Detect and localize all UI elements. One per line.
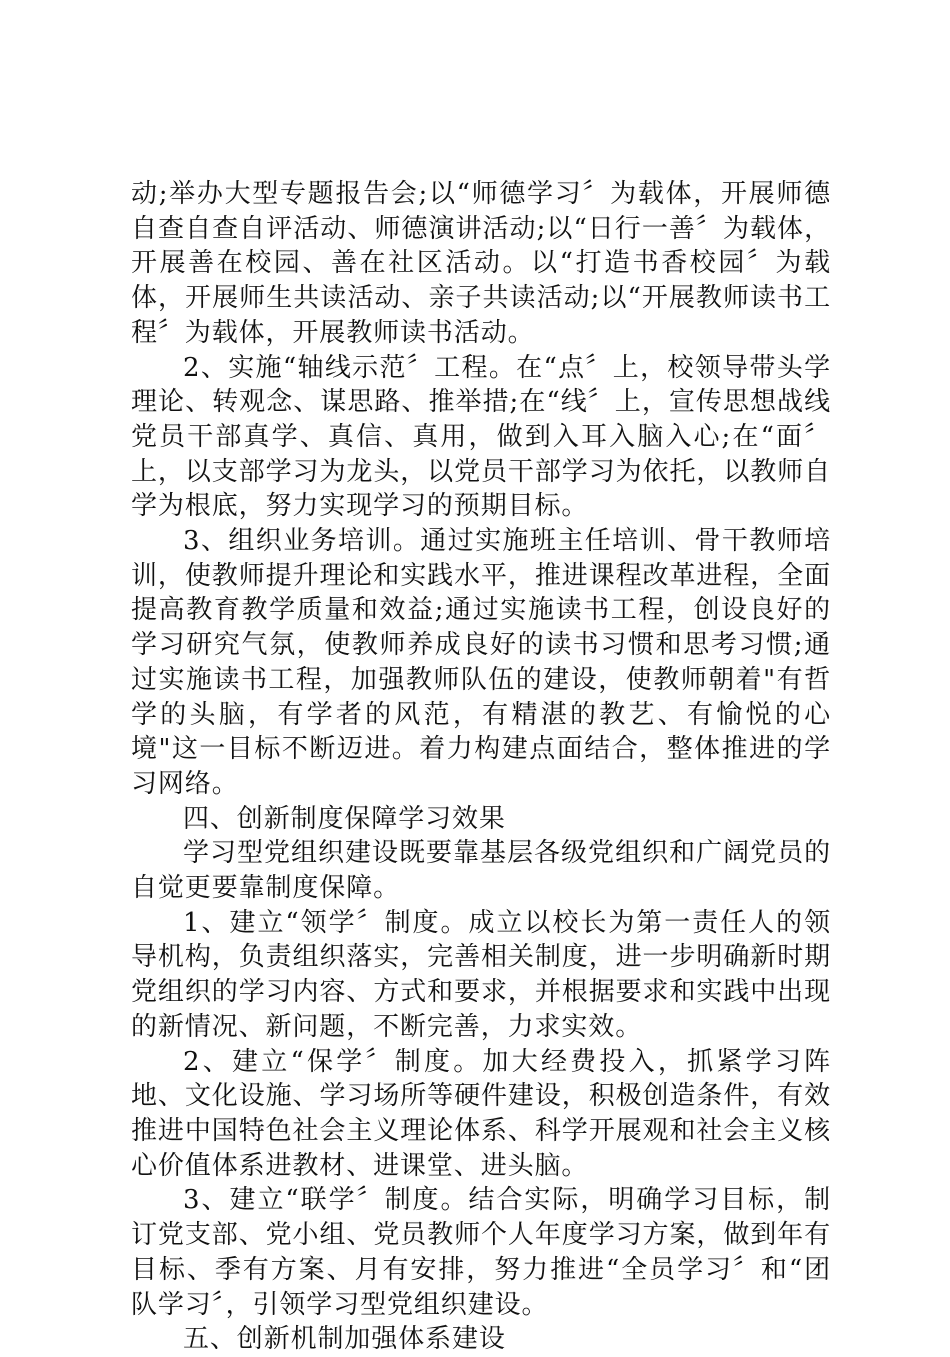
paragraph-continuation: 动;举办大型专题报告会;以“师德学习〞为载体，开展师德自查自查自评活动、师德演讲活动;以“日行一善〞为载体，开展善在校园、善在社区活动。以“打造书香校园〞为载体，开展师生共读活动、亲子共读活动;以“开展教师读书工程〞为载体，开展教师读书活动。 (131, 179, 831, 348)
paragraph-section-four-intro: 学习型党组织建设既要靠基层各级党组织和广阔党员的自觉更要靠制度保障。 (131, 838, 831, 904)
document-body (131, 177, 831, 1357)
section-heading-four: 四、创新制度保障学习效果 (183, 803, 506, 834)
paragraph-lead-study-system: 1、建立“领学〞制度。成立以校长为第一责任人的领导机构，负责组织落实，完善相关制度，进一步明确新时期党组织的学习内容、方式和要求，并根据要求和实践中出现的新情况、新问题，不断完善，力求实效。 (131, 907, 831, 1042)
paragraph-axis-demonstration: 2、实施“轴线示范〞工程。在“点〞上，校领导带头学理论、转观念、谋思路、推举措;在“线〞上，宣传思想战线党员干部真学、真信、真用，做到入耳入脑入心;在“面〞上，以支部学习为龙头，以党员干部学习为依托，以教师自学为根底，努力实现学习的预期目标。 (131, 352, 831, 522)
paragraph-guarantee-study-system: 2、建立“保学〞制度。加大经费投入，抓紧学习阵地、文化设施、学习场所等硬件建设，积极创造条件，有效推进中国特色社会主义理论体系、科学开展观和社会主义核心价值体系进教材、进课堂、进头脑。 (131, 1046, 831, 1181)
section-heading-five: 五、创新机制加强体系建设 (183, 1324, 506, 1355)
paragraph-joint-study-system: 3、建立“联学〞制度。结合实际，明确学习目标，制订党支部、党小组、党员教师个人年度学习方案，做到年有目标、季有方案、月有安排，努力推进“全员学习〞和“团队学习〞，引领学习型党组织建设。 (131, 1185, 831, 1320)
paragraph-business-training: 3、组织业务培训。通过实施班主任培训、骨干教师培训，使教师提升理论和实践水平，推进课程改革进程，全面提高教育教学质量和效益;通过实施读书工程，创设良好的学习研究气氛，使教师养成良好的读书习惯和思考习惯;通过实施读书工程，加强教师队伍的建设，使教师朝着"有哲学的头脑，有学者的风范，有精湛的教艺、有愉悦的心境"这一目标不断迈进。着力构建点面结合，整体推进的学习网络。 (131, 526, 831, 799)
